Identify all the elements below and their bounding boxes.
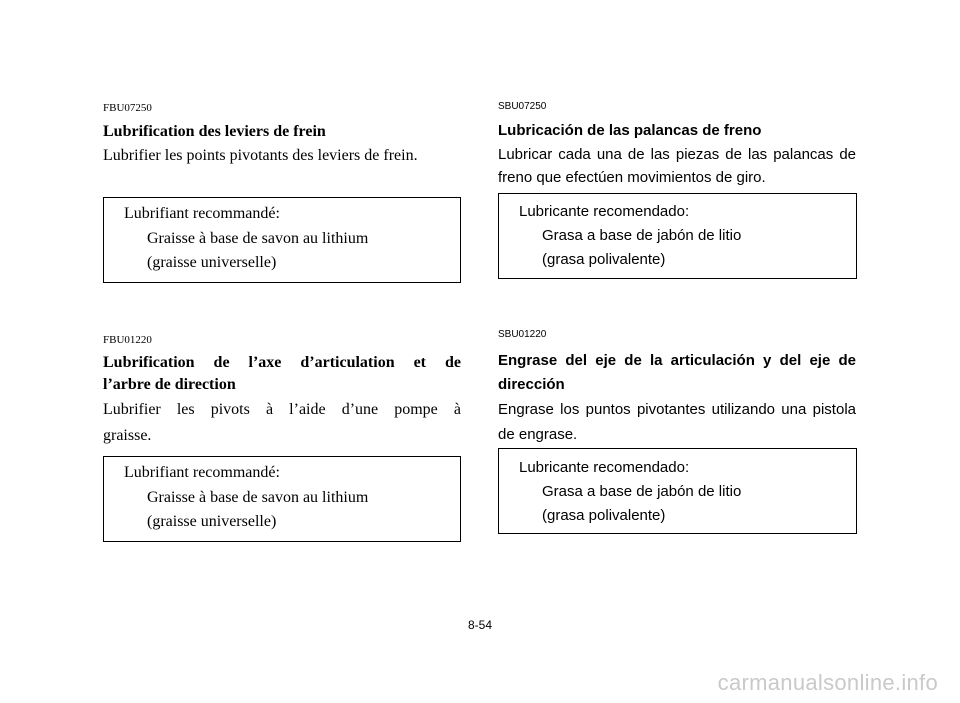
lubricant-label: Lubrifiant recommandé: — [124, 464, 280, 481]
section-title: Lubricación de las palancas de freno — [498, 122, 762, 139]
lubricant-type: Graisse à base de savon au lithium — [147, 230, 369, 247]
section-body-line2: graisse. — [103, 427, 152, 444]
site-watermark: carmanualsonline.info — [717, 670, 938, 695]
es-section-brake-levers — [498, 101, 856, 189]
section-body-line1: Lubrifier les pivots à l’aide d’une pompe à — [103, 401, 461, 418]
section-title: Lubrification des leviers de frein — [103, 123, 326, 140]
es-lubricant-box-2 — [498, 448, 857, 534]
section-title-line2: l’arbre de direction — [103, 376, 236, 393]
lubricant-note: (grasa polivalente) — [542, 251, 666, 268]
lubricant-label: Lubricante recomendado: — [519, 203, 690, 220]
section-code: SBU07250 — [498, 101, 547, 112]
section-title-line1: Engrase del eje de la articulación y del eje de — [498, 352, 856, 369]
es-lubricant-box-1 — [498, 193, 857, 279]
fr-section-brake-levers — [103, 102, 461, 169]
lubricant-note: (graisse universelle) — [147, 513, 277, 530]
section-code: SBU01220 — [498, 329, 547, 340]
lubricant-note: (grasa polivalente) — [542, 507, 666, 524]
lubricant-type: Grasa a base de jabón de litio — [542, 483, 742, 500]
page-number: 8-54 — [467, 618, 493, 632]
section-body: Lubricar cada una de las piezas de las palancas de freno que efectúen movimientos de giro. — [498, 146, 856, 186]
fr-lubricant-box-1 — [103, 197, 461, 283]
lubricant-label: Lubrifiant recommandé: — [124, 205, 280, 222]
es-section-steering — [498, 329, 856, 447]
lubricant-label: Lubricante recomendado: — [519, 459, 690, 476]
section-code: FBU01220 — [103, 334, 152, 346]
section-title-line2: dirección — [498, 376, 565, 393]
fr-lubricant-box-2 — [103, 456, 461, 542]
lubricant-note: (graisse universelle) — [147, 254, 277, 271]
lubricant-type: Grasa a base de jabón de litio — [542, 227, 742, 244]
section-body: Lubrifier les points pivotants des leviers de frein. — [103, 147, 418, 164]
section-title-line1: Lubrification de l’axe d’articulation et de — [103, 354, 461, 371]
section-body: Engrase los puntos pivotantes utilizando una pistola de engrase. — [498, 401, 856, 443]
fr-section-steering — [103, 334, 461, 449]
lubricant-type: Graisse à base de savon au lithium — [147, 489, 369, 506]
section-code: FBU07250 — [103, 102, 152, 114]
